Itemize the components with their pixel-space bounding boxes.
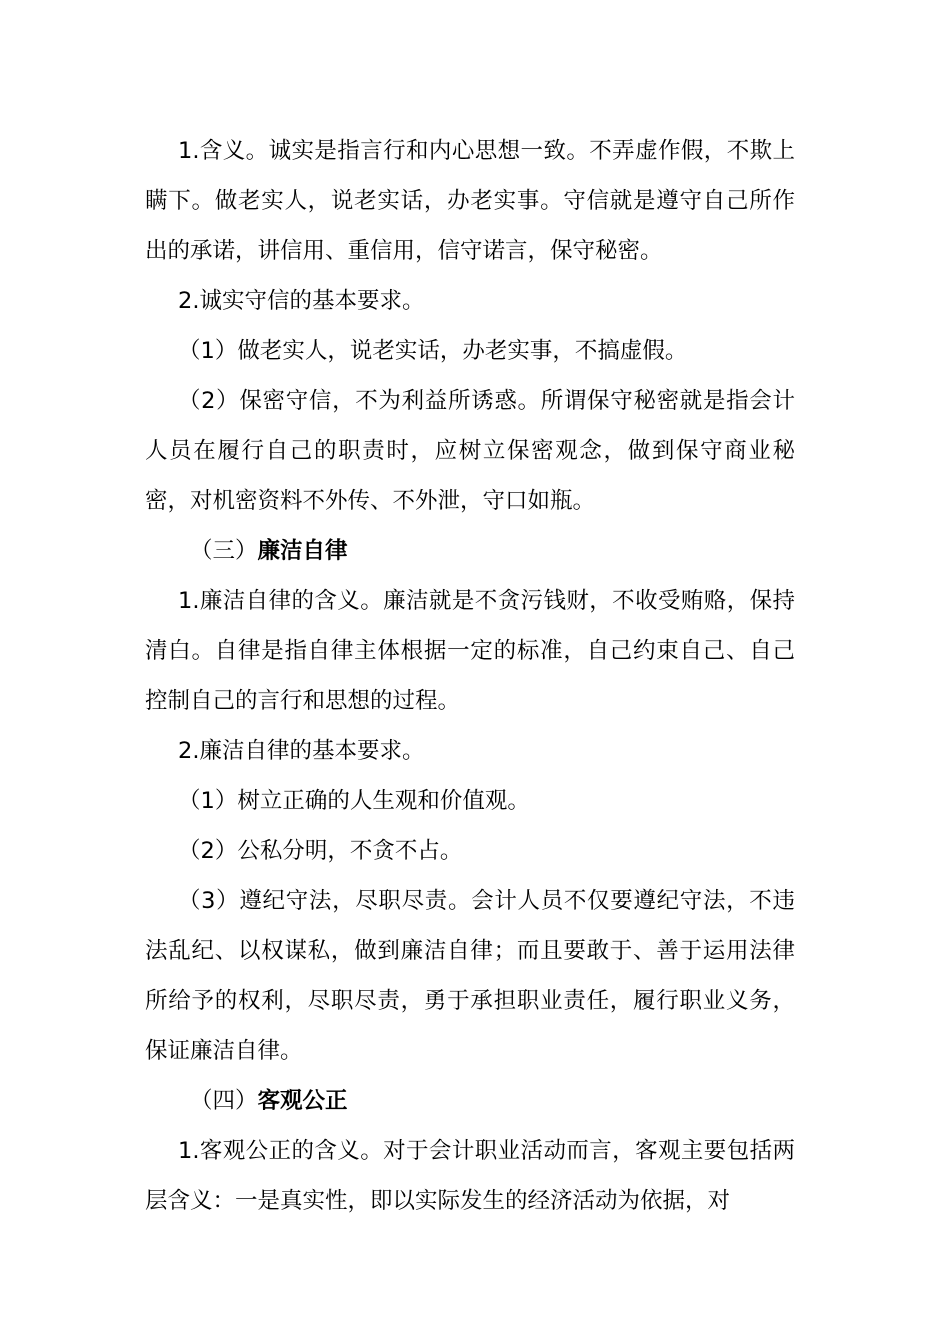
paragraph-integrity-requirements: 2.廉洁自律的基本要求。 xyxy=(178,738,425,764)
paragraph-honesty-requirements: 2.诚实守信的基本要求。 xyxy=(178,288,425,314)
section-heading-objectivity xyxy=(145,1076,795,1126)
paragraph-requirement-2: （2）保密守信，不为利益所诱惑。所谓保守秘密就是指会计人员在履行自己的职责时，应树立保密观念，做到保守商业秘密，对机密资料不外传、不外泄，守口如瓶。 xyxy=(145,388,795,514)
paragraph-honesty-meaning: 1.含义。诚实是指言行和内心思想一致。不弄虚作假，不欺上瞒下。做老实人，说老实话，办老实事。守信就是遵守自己所作出的承诺，讲信用、重信用，信守诺言，保守秘密。 xyxy=(145,138,795,264)
section-heading-text: 客观公正 xyxy=(257,1088,348,1114)
section-heading-integrity xyxy=(145,526,795,576)
paragraph-requirement-1: （1）做老实人，说老实话，办老实事，不搞虚假。 xyxy=(178,338,688,364)
paragraph-integrity-req-1: （1）树立正确的人生观和价值观。 xyxy=(178,788,530,814)
paragraph-integrity-meaning: 1.廉洁自律的含义。廉洁就是不贪污钱财，不收受贿赂，保持清白。自律是指自律主体根据一定的标准，自己约束自己、自己控制自己的言行和思想的过程。 xyxy=(145,588,795,714)
paragraph-objectivity-meaning: 1.客观公正的含义。对于会计职业活动而言，客观主要包括两层含义：一是真实性，即以实际发生的经济活动为依据，对 xyxy=(145,1138,795,1214)
section-heading-number: （三） xyxy=(190,538,258,564)
paragraph-integrity-req-2: （2）公私分明，不贪不占。 xyxy=(178,838,463,864)
section-heading-text: 廉洁自律 xyxy=(257,538,348,564)
paragraph-integrity-req-3: （3）遵纪守法，尽职尽责。会计人员不仅要遵纪守法，不违法乱纪、以权谋私，做到廉洁自律；而且要敢于、善于运用法律所给予的权利，尽职尽责，勇于承担职业责任，履行职业义务，保证廉洁自律。 xyxy=(145,888,795,1064)
section-heading-number: （四） xyxy=(190,1088,258,1114)
